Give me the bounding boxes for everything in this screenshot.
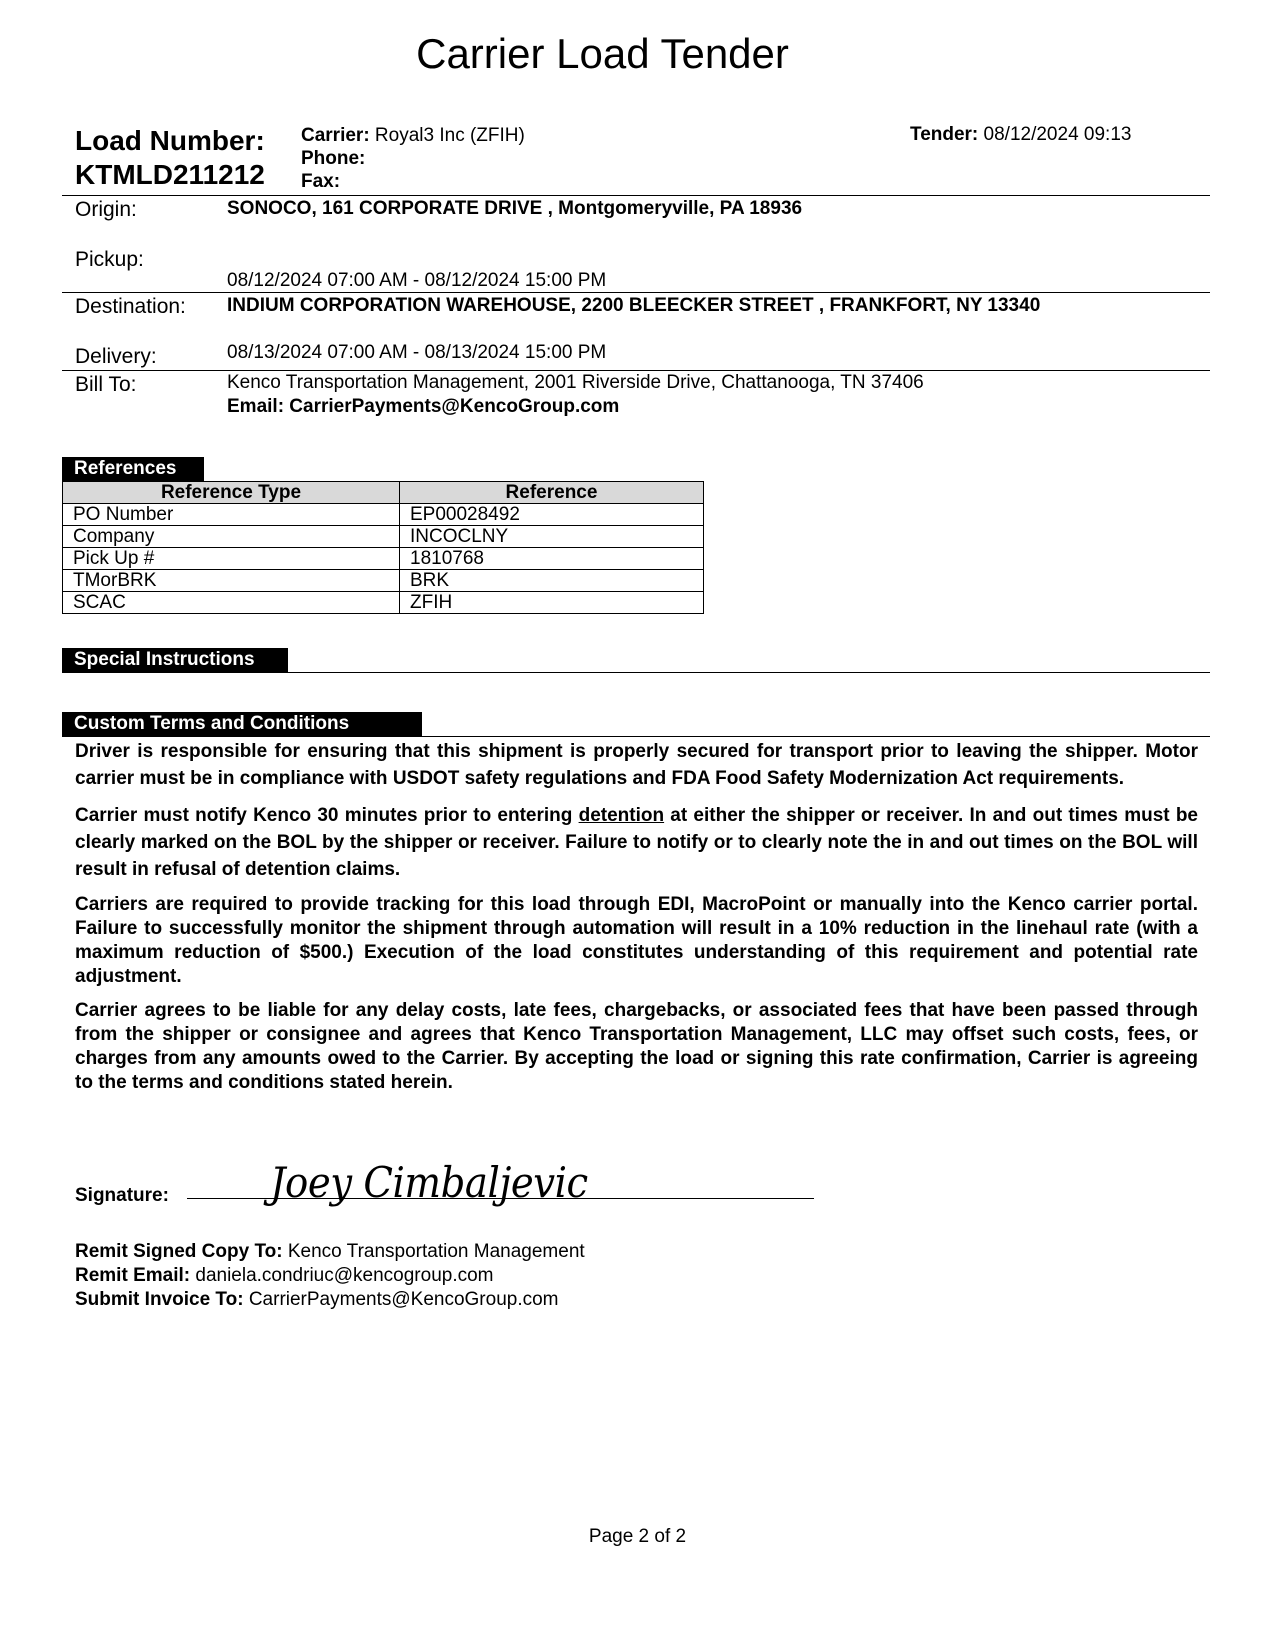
submit-invoice-label: Submit Invoice To: [75, 1289, 244, 1310]
load-number-value: KTMLD211212 [75, 159, 265, 190]
signature-image: Joey Cimbaljevic [270, 1158, 588, 1207]
load-number-block [75, 124, 265, 192]
reference-value-cell: 1810768 [400, 548, 704, 570]
fax-label: Fax: [301, 171, 341, 192]
signature-label: Signature: [75, 1185, 169, 1206]
delivery-value: 08/13/2024 07:00 AM - 08/13/2024 15:00 PM [227, 342, 607, 363]
tender-block [910, 124, 1131, 146]
reference-type-cell: SCAC [63, 592, 400, 614]
pickup-label: Pickup: [75, 248, 144, 271]
references-tab: References [62, 457, 204, 481]
table-row [63, 526, 704, 548]
delivery-label: Delivery: [75, 345, 157, 368]
terms-paragraph: Carrier agrees to be liable for any delay costs, late fees, chargebacks, or associated fees that have been passed through from the shipper or consignee and agrees that Kenco Transportation Management, LLC may offset such costs, fees, or charges from any amounts owed to the Carrier. By accepting the load or signing this rate confirmation, Carrier is agreeing to the terms and conditions stated herein. [75, 1000, 1198, 1093]
terms-paragraph: Carrier must notify Kenco 30 minutes prior to entering detention at either the shipper or receiver. In and out times must be clearly marked on the BOL by the shipper or receiver. Failure to notify or to clearly note the in and out times on the BOL will result in refusal of detention claims. [75, 805, 1198, 880]
reference-type-cell: Pick Up # [63, 548, 400, 570]
custom-terms-tab: Custom Terms and Conditions [62, 712, 422, 736]
column-header-reference: Reference [400, 482, 704, 504]
carrier-label: Carrier: [301, 125, 370, 146]
origin-label: Origin: [75, 198, 137, 221]
page-number: Page 2 of 2 [588, 1526, 687, 1547]
remit-email-value[interactable]: daniela.condriuc@kencogroup.com [190, 1265, 494, 1286]
remit-copy-value: Kenco Transportation Management [282, 1241, 585, 1262]
document-title: Carrier Load Tender [416, 30, 789, 77]
tender-value: 08/12/2024 09:13 [978, 124, 1132, 145]
reference-type-cell: TMorBRK [63, 570, 400, 592]
submit-invoice-value[interactable]: CarrierPayments@KencoGroup.com [243, 1289, 559, 1310]
table-row [63, 548, 704, 570]
bill-to-label: Bill To: [75, 373, 137, 396]
terms-body [75, 738, 1198, 1105]
carrier-value: Royal3 Inc (ZFIH) [369, 125, 525, 146]
pickup-value: 08/12/2024 07:00 AM - 08/12/2024 15:00 PM [227, 270, 607, 291]
special-instructions-tab: Special Instructions [62, 648, 288, 672]
table-row [63, 504, 704, 526]
destination-value: INDIUM CORPORATION WAREHOUSE, 2200 BLEECKER STREET , FRANKFORT, NY 13340 [227, 295, 1041, 316]
remit-email-label: Remit Email: [75, 1265, 191, 1286]
remit-block [75, 1240, 585, 1312]
divider [62, 370, 1210, 371]
bill-to-value: Kenco Transportation Management, 2001 Riverside Drive, Chattanooga, TN 37406 [227, 372, 924, 393]
load-number-label: Load Number: [75, 125, 265, 156]
reference-value-cell: INCOCLNY [400, 526, 704, 548]
origin-value: SONOCO, 161 CORPORATE DRIVE , Montgomeryville, PA 18936 [227, 198, 803, 219]
reference-value-cell: ZFIH [400, 592, 704, 614]
reference-value-cell: EP00028492 [400, 504, 704, 526]
reference-value-cell: BRK [400, 570, 704, 592]
phone-label: Phone: [301, 148, 366, 169]
remit-copy-label: Remit Signed Copy To: [75, 1241, 283, 1262]
table-header-row [63, 482, 704, 504]
detention-link[interactable]: detention [578, 805, 665, 826]
reference-type-cell: PO Number [63, 504, 400, 526]
carrier-block [301, 124, 525, 193]
divider [62, 672, 1210, 673]
terms-paragraph: Driver is responsible for ensuring that this shipment is properly secured for transport prior to leaving the shipper. Motor carrier must be in compliance with USDOT safety regulations and FDA Food Safety Modernization Act requirements. [75, 741, 1198, 789]
divider [62, 736, 1210, 737]
destination-label: Destination: [75, 295, 186, 318]
table-row [63, 570, 704, 592]
table-row [63, 592, 704, 614]
tender-label: Tender: [910, 124, 979, 145]
bill-to-email: Email: CarrierPayments@KencoGroup.com [227, 396, 620, 417]
terms-paragraph: Carriers are required to provide tracking for this load through EDI, MacroPoint or manually into the Kenco carrier portal. Failure to successfully monitor the shipment through automation will result in a 10% reduction in the linehaul rate (with a maximum reduction of $500.) Execution of the load constitutes understanding of this requirement and potential rate adjustment. [75, 894, 1198, 987]
references-table [62, 481, 704, 614]
divider [62, 195, 1210, 196]
column-header-reference-type: Reference Type [63, 482, 400, 504]
reference-type-cell: Company [63, 526, 400, 548]
divider [62, 292, 1210, 293]
